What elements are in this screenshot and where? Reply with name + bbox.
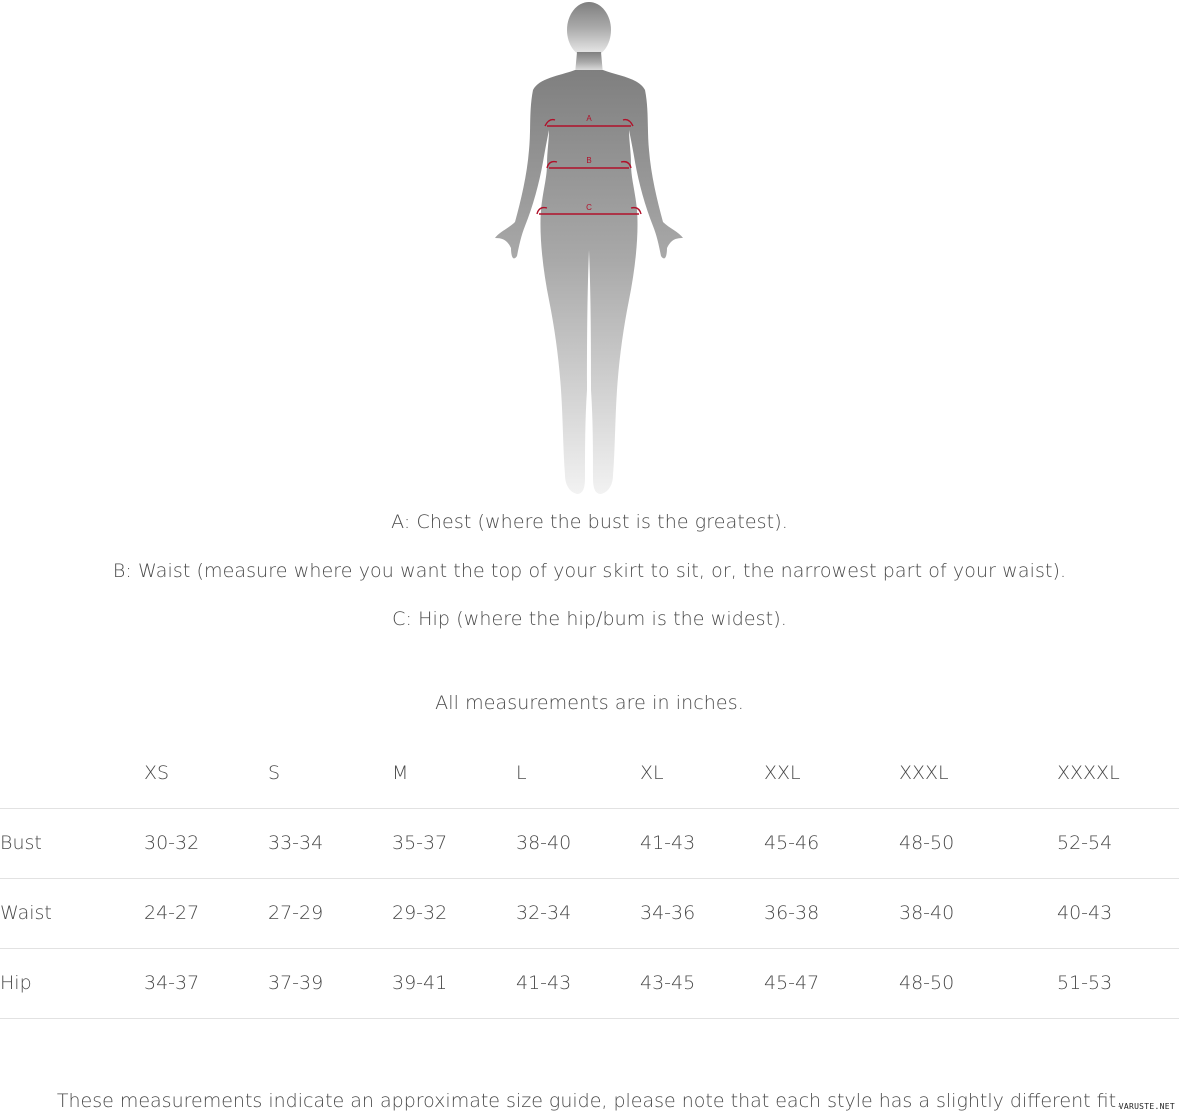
header-empty-cell [0, 738, 144, 808]
header-size-l: L [516, 761, 527, 784]
size-chart-table [0, 738, 1179, 1019]
table-cell: 34-37 [144, 972, 200, 994]
table-cell: 27-29 [268, 902, 324, 924]
table-cell: 51-53 [1057, 972, 1113, 994]
header-size-xxl: XXL [764, 761, 801, 784]
table-cell: 35-37 [392, 832, 448, 854]
header-size-m: M [392, 761, 409, 784]
table-cell: 33-34 [268, 832, 324, 854]
header-size-s: S [268, 761, 281, 784]
table-cell: 43-45 [640, 972, 696, 994]
table-cell: 36-38 [764, 902, 820, 924]
table-cell: 40-43 [1057, 902, 1113, 924]
table-cell: 48-50 [899, 832, 955, 854]
table-cell: 52-54 [1057, 832, 1113, 854]
size-guide-disclaimer: These measurements indicate an approximate size guide, please note that each style has a slightly different fit. [56, 1090, 1123, 1112]
table-cell: 48-50 [899, 972, 955, 994]
table-row-hip [0, 948, 1179, 1018]
table-cell: 24-27 [144, 902, 200, 924]
table-cell: 30-32 [144, 832, 200, 854]
table-cell: 37-39 [268, 972, 324, 994]
table-cell: 39-41 [392, 972, 448, 994]
row-label: Waist [0, 902, 52, 924]
table-row-bust [0, 808, 1179, 878]
row-label: Bust [0, 832, 42, 854]
table-cell: 45-46 [764, 832, 820, 854]
hip-caption: C: Hip (where the hip/bum is the widest). [392, 608, 787, 630]
watermark-logo: VARUSTE.NET [1118, 1102, 1175, 1111]
table-cell: 38-40 [899, 902, 955, 924]
header-size-xxxl: XXXL [899, 761, 949, 784]
table-cell: 32-34 [516, 902, 572, 924]
body-measurement-figure [489, 0, 689, 500]
header-size-xl: XL [640, 761, 664, 784]
row-label: Hip [0, 972, 32, 994]
header-size-xxxxl: XXXXL [1057, 761, 1120, 784]
table-cell: 41-43 [640, 832, 696, 854]
table-cell: 45-47 [764, 972, 820, 994]
table-cell: 38-40 [516, 832, 572, 854]
table-cell: 34-36 [640, 902, 696, 924]
header-size-xs: XS [144, 761, 170, 784]
marker-a: A [586, 114, 592, 123]
units-note: All measurements are in inches. [435, 692, 744, 714]
female-silhouette-illustration [489, 0, 689, 500]
table-cell: 41-43 [516, 972, 572, 994]
chest-caption: A: Chest (where the bust is the greatest). [391, 511, 788, 533]
marker-c: C [586, 203, 592, 212]
table-row-waist [0, 878, 1179, 948]
waist-caption: B: Waist (measure where you want the top of your skirt to sit, or, the narrowest part of your waist). [112, 560, 1067, 582]
table-cell: 29-32 [392, 902, 448, 924]
marker-b: B [586, 156, 592, 165]
size-header-row [0, 738, 1179, 808]
